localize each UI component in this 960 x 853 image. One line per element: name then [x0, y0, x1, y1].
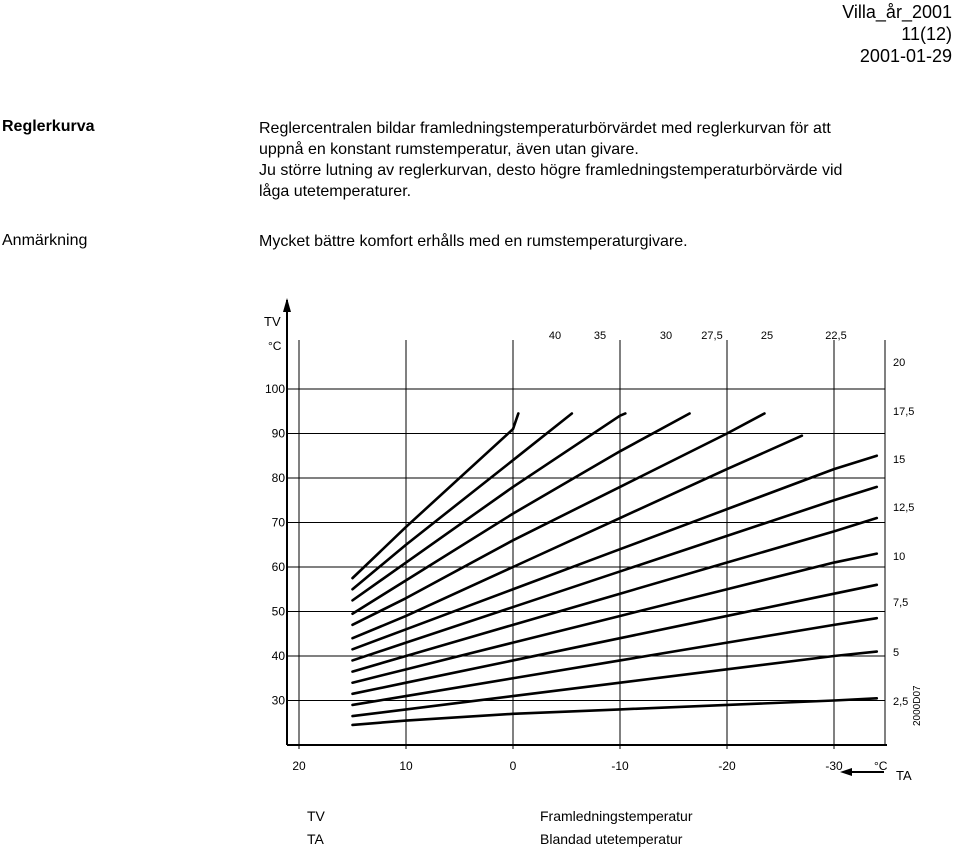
x-axis-label: TA: [896, 768, 912, 783]
curve-label: 2,5: [893, 696, 909, 708]
document-name: Villa_år_2001: [842, 2, 952, 22]
curve-label: 15: [893, 454, 906, 466]
curve-2-5: [353, 698, 877, 725]
chart-curves: [353, 413, 877, 724]
y-tick-label: 40: [271, 649, 285, 663]
x-tick-label: -20: [718, 759, 736, 773]
document-date: 2001-01-29: [859, 46, 952, 66]
x-axis-unit: °C: [874, 759, 888, 773]
y-tick-label: 80: [271, 471, 285, 485]
y-axis-unit: °C: [268, 339, 282, 353]
legend-desc-ta: Blandad utetemperatur: [540, 831, 683, 847]
x-tick-label: 10: [399, 759, 413, 773]
curve-label: 35: [593, 330, 607, 342]
y-axis-arrow: [283, 298, 291, 312]
figure-code: 2000D07: [912, 685, 923, 726]
curve-label: 27,5: [701, 330, 723, 342]
legend-abbr-tv: TV: [307, 808, 325, 824]
x-tick-label: -10: [611, 759, 629, 773]
curve-35: [353, 413, 572, 589]
x-tick-label: 0: [509, 759, 517, 773]
body-line: låga utetemperaturer.: [259, 183, 412, 200]
y-tick-label: 70: [271, 515, 285, 530]
y-tick-label: 60: [271, 560, 285, 574]
y-tick-label: 100: [264, 382, 285, 396]
curve-label: 17,5: [893, 406, 915, 418]
body-line: uppnå en konstant rumstemperatur, även utan givare.: [259, 141, 639, 158]
legend-abbr-ta: TA: [307, 831, 324, 847]
curve-label: 7,5: [893, 597, 909, 609]
note-text: Mycket bättre komfort erhålls med en rumstemperaturgivare.: [259, 233, 688, 250]
curve-label: 40: [548, 330, 562, 342]
curve-20: [353, 456, 877, 650]
curve-30: [353, 413, 626, 600]
curve-label: 5: [893, 647, 900, 659]
x-tick-label: -30: [825, 759, 843, 773]
note-heading: Anmärkning: [2, 232, 88, 249]
curve-label: 12,5: [893, 502, 915, 514]
curve-17-5: [353, 487, 877, 661]
body-line: Ju större lutning av reglerkurvan, desto högre framledningstemperaturbörvärde vid: [259, 162, 843, 179]
curve-label: 10: [893, 551, 906, 563]
y-tick-label: 50: [271, 604, 285, 619]
chart-axes: [283, 298, 887, 776]
x-tick-label: 20: [292, 759, 306, 773]
curve-22-5: [353, 436, 802, 638]
curve-27-5: [353, 413, 690, 613]
curve-label: 30: [659, 330, 673, 342]
y-tick-label: 30: [271, 693, 285, 708]
curve-label: 25: [760, 330, 774, 342]
curve-label: 20: [893, 357, 906, 369]
curve-15: [353, 518, 877, 672]
y-axis-label: TV: [264, 314, 281, 329]
curve-40: [353, 413, 519, 578]
legend-desc-tv: Framledningstemperatur: [540, 808, 693, 824]
section-heading: Reglerkurva: [2, 118, 95, 135]
y-tick-label: 90: [271, 426, 285, 441]
chart-labels: [264, 314, 914, 783]
curve-10: [353, 585, 877, 694]
body-line: Reglercentralen bildar framledningstemperaturbörvärdet med reglerkurvan för att: [259, 120, 831, 137]
curve-label: 22,5: [825, 330, 847, 342]
page-number: 11(12): [901, 24, 952, 44]
